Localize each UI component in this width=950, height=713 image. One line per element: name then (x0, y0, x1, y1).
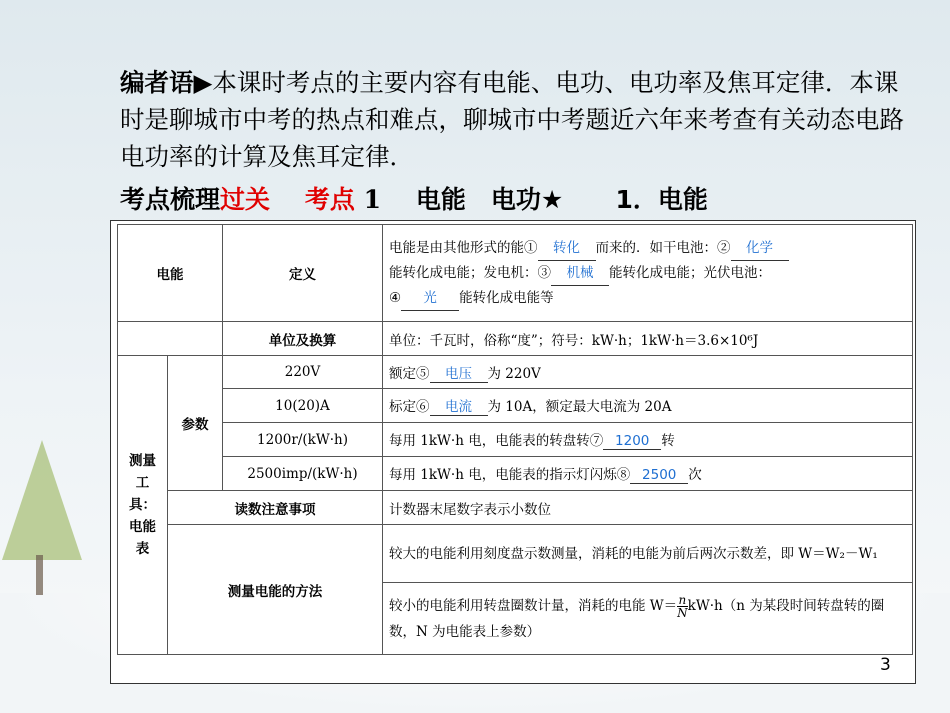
cell-measure-label: 测量工具：电能表 (118, 356, 168, 655)
section-heading (120, 180, 708, 216)
cell-p3-name: 1200r/(kW·h) (223, 423, 383, 457)
fraction-numerator: n (678, 592, 687, 607)
answer-2: 化学 (731, 236, 789, 261)
knowledge-table (117, 224, 913, 655)
heading-part1: 考点梳理 (120, 185, 221, 214)
answer-6: 电流 (430, 395, 488, 416)
cell-p2-text (383, 389, 913, 423)
cell-m2-text (383, 583, 913, 655)
m2-t1: 较小的电能利用转盘圈数计量，消耗的电能 W＝ (389, 597, 678, 614)
page-number: 3 (880, 655, 891, 675)
cell-p1-name: 220V (223, 356, 383, 389)
cell-def-label: 定义 (223, 225, 383, 322)
p4-t1: 每用 1kW·h 电，电能表的指示灯闪烁⑧ (389, 467, 631, 483)
tree-trunk (36, 555, 43, 595)
def-t5: ④ (389, 289, 402, 306)
p3-t1: 每用 1kW·h 电，电能表的转盘转⑦ (389, 433, 604, 449)
heading-part3: 考点 (304, 185, 355, 214)
heading-part5: 电能 电功★ (415, 185, 564, 214)
p1-t1: 额定⑤ (389, 365, 430, 382)
p2-t1: 标定⑥ (389, 399, 430, 415)
cell-p3-text (383, 423, 913, 457)
answer-5: 电压 (430, 362, 488, 383)
heading-part6: 1．电能 (615, 185, 708, 214)
answer-1: 转化 (538, 236, 596, 261)
def-t2: 而来的．如干电池：② (595, 239, 731, 256)
p1-t2: 为 220V (487, 365, 541, 382)
p4-t2: 次 (688, 467, 702, 483)
cell-m1-text: 较大的电能利用刻度盘示数测量，消耗的电能为前后两次示数差，即 W＝W₂－W₁ (383, 525, 913, 583)
cell-p4-text (383, 457, 913, 491)
cell-params-label: 参数 (168, 356, 223, 491)
p2-t2: 为 10A，额定最大电流为 20A (487, 399, 672, 415)
cell-unit-label: 单位及换算 (223, 322, 383, 356)
cell-unit-text: 单位：千瓦时，俗称“度”；符号：kW·h；1kW·h＝3.6×10⁶J (383, 322, 913, 356)
fraction-denominator: N (677, 605, 688, 620)
intro-label: 编者语▶ (120, 68, 213, 97)
heading-part4: 1 (363, 185, 381, 214)
heading-part2: 过关 (220, 185, 271, 214)
cell-def-text (383, 225, 913, 322)
cell-p1-text (383, 356, 913, 389)
knowledge-table-sheet (110, 220, 916, 684)
answer-4: 光 (401, 286, 459, 311)
cell-method-label: 测量电能的方法 (168, 525, 383, 655)
cell-read-text: 计数器末尾数字表示小数位 (383, 491, 913, 525)
cell-p4-name: 2500imp/(kW·h) (223, 457, 383, 491)
intro-text: 本课时考点的主要内容有电能、电功、电功率及焦耳定律．本课时是聊城市中考的热点和难点，聊城市中考题近六年来考查有关动态电路电功率的计算及焦耳定律． (120, 68, 904, 171)
cell-energy: 电能 (118, 225, 223, 322)
def-t3: 能转化成电能；发电机：③ (389, 264, 551, 281)
tree-decoration (2, 440, 82, 560)
answer-8: 2500 (630, 467, 688, 484)
cell-p2-name: 10(20)A (223, 389, 383, 423)
answer-3: 机械 (551, 261, 609, 286)
def-t1: 电能是由其他形式的能① (389, 239, 538, 256)
answer-7: 1200 (603, 433, 661, 450)
m2-t2: kW·h（n 为某段时间转盘转的圈数，N 为电能表上参数） (389, 597, 885, 640)
fraction-n-over-N (677, 594, 688, 619)
p3-t2: 转 (661, 433, 675, 449)
def-t4: 能转化成电能；光伏电池： (609, 264, 771, 281)
def-t6: 能转化成电能等 (459, 289, 554, 306)
cell-energy-cont (118, 322, 223, 356)
cell-read-label: 读数注意事项 (168, 491, 383, 525)
intro-paragraph (120, 64, 920, 175)
